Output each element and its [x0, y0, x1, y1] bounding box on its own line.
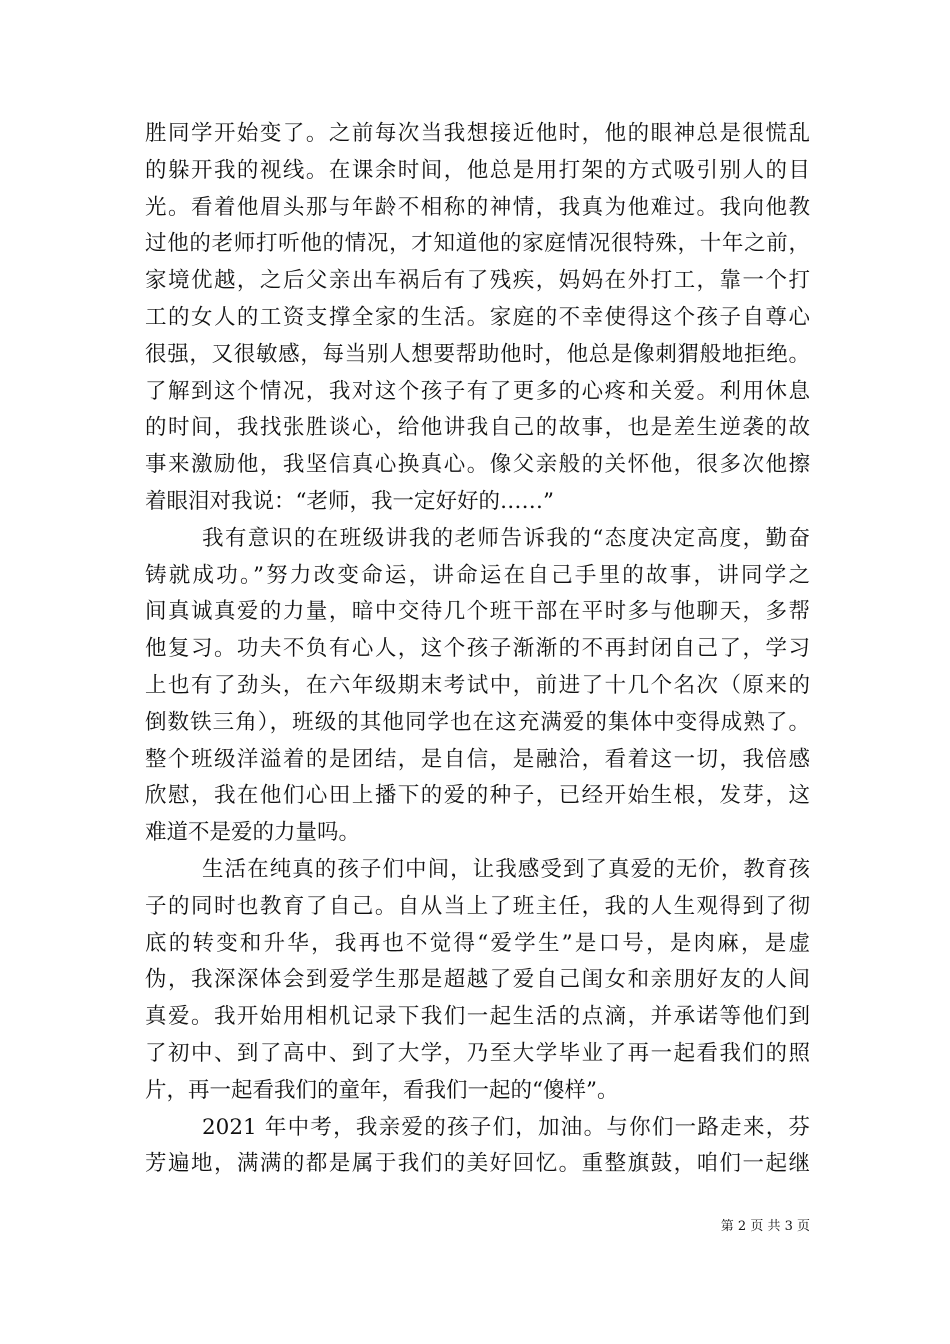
text-line: 芳遍地，满满的都是属于我们的美好回忆。重整旗鼓，咱们一起继 — [145, 1151, 810, 1177]
text-line: 了解到这个情况，我对这个孩子有了更多的心疼和关爱。利用休息 — [145, 378, 810, 404]
text-line: 胜同学开始变了。之前每次当我想接近他时，他的眼神总是很慌乱 — [145, 121, 810, 146]
text-line: 倒数铁三角），班级的其他同学也在这充满爱的集体中变得成熟了。 — [145, 709, 810, 735]
text-line: 着眼泪对我说：“老师，我一定好好的……” — [145, 488, 554, 514]
text-line: 很强，又很敏感，每当别人想要帮助他时，他总是像刺猬般地拒绝。 — [145, 341, 810, 367]
text-line: 整个班级洋溢着的是团结，是自信，是融洽，看着这一切，我倍感 — [145, 746, 810, 772]
page-number-footer: 第 2 页 共 3 页 — [720, 1219, 810, 1234]
text-line: 间真诚真爱的力量，暗中交待几个班干部在平时多与他聊天，多帮 — [145, 599, 810, 625]
text-line: 2021 年中考，我亲爱的孩子们，加油。与你们一路走来，芬 — [202, 1114, 810, 1140]
text-line: 片，再一起看我们的童年，看我们一起的“傻样”。 — [145, 1077, 619, 1103]
text-line: 子的同时也教育了自己。自从当上了班主任，我的人生观得到了彻 — [145, 893, 810, 919]
text-line: 生活在纯真的孩子们中间，让我感受到了真爱的无价，教育孩 — [202, 856, 810, 882]
text-line: 我有意识的在班级讲我的老师告诉我的“态度决定高度，勤奋 — [202, 525, 810, 551]
text-line: 家境优越，之后父亲出车祸后有了残疾，妈妈在外打工，靠一个打 — [145, 268, 810, 294]
text-line: 铸就成功。”努力改变命运，讲命运在自己手里的故事，讲同学之 — [145, 562, 810, 588]
document-body — [145, 116, 810, 1183]
text-line: 的躲开我的视线。在课余时间，他总是用打架的方式吸引别人的目 — [145, 157, 810, 183]
text-line: 的时间，我找张胜谈心，给他讲我自己的故事，也是差生逆袭的故 — [145, 415, 810, 441]
text-line: 光。看着他眉头那与年龄不相称的神情，我真为他难过。我向他教 — [145, 194, 810, 220]
text-line: 过他的老师打听他的情况，才知道他的家庭情况很特殊，十年之前， — [145, 231, 810, 257]
text-line: 欣慰，我在他们心田上播下的爱的种子，已经开始生根，发芽，这 — [145, 783, 810, 809]
text-line: 上也有了劲头，在六年级期末考试中，前进了十几个名次（原来的 — [145, 672, 810, 698]
text-line: 真爱。我开始用相机记录下我们一起生活的点滴，并承诺等他们到 — [145, 1004, 810, 1030]
text-line: 难道不是爱的力量吗。 — [145, 820, 361, 846]
text-line: 他复习。功夫不负有心人，这个孩子渐渐的不再封闭自己了，学习 — [145, 636, 810, 662]
text-line: 事来激励他，我坚信真心换真心。像父亲般的关怀他，很多次他擦 — [145, 452, 810, 478]
text-line: 底的转变和升华，我再也不觉得“爱学生”是口号，是肉麻，是虚 — [145, 930, 810, 956]
text-line: 了初中、到了高中、到了大学，乃至大学毕业了再一起看我们的照 — [145, 1040, 810, 1066]
text-line: 伪，我深深体会到爱学生那是超越了爱自己闺女和亲朋好友的人间 — [145, 967, 810, 993]
text-line: 工的女人的工资支撑全家的生活。家庭的不幸使得这个孩子自尊心 — [145, 304, 810, 330]
